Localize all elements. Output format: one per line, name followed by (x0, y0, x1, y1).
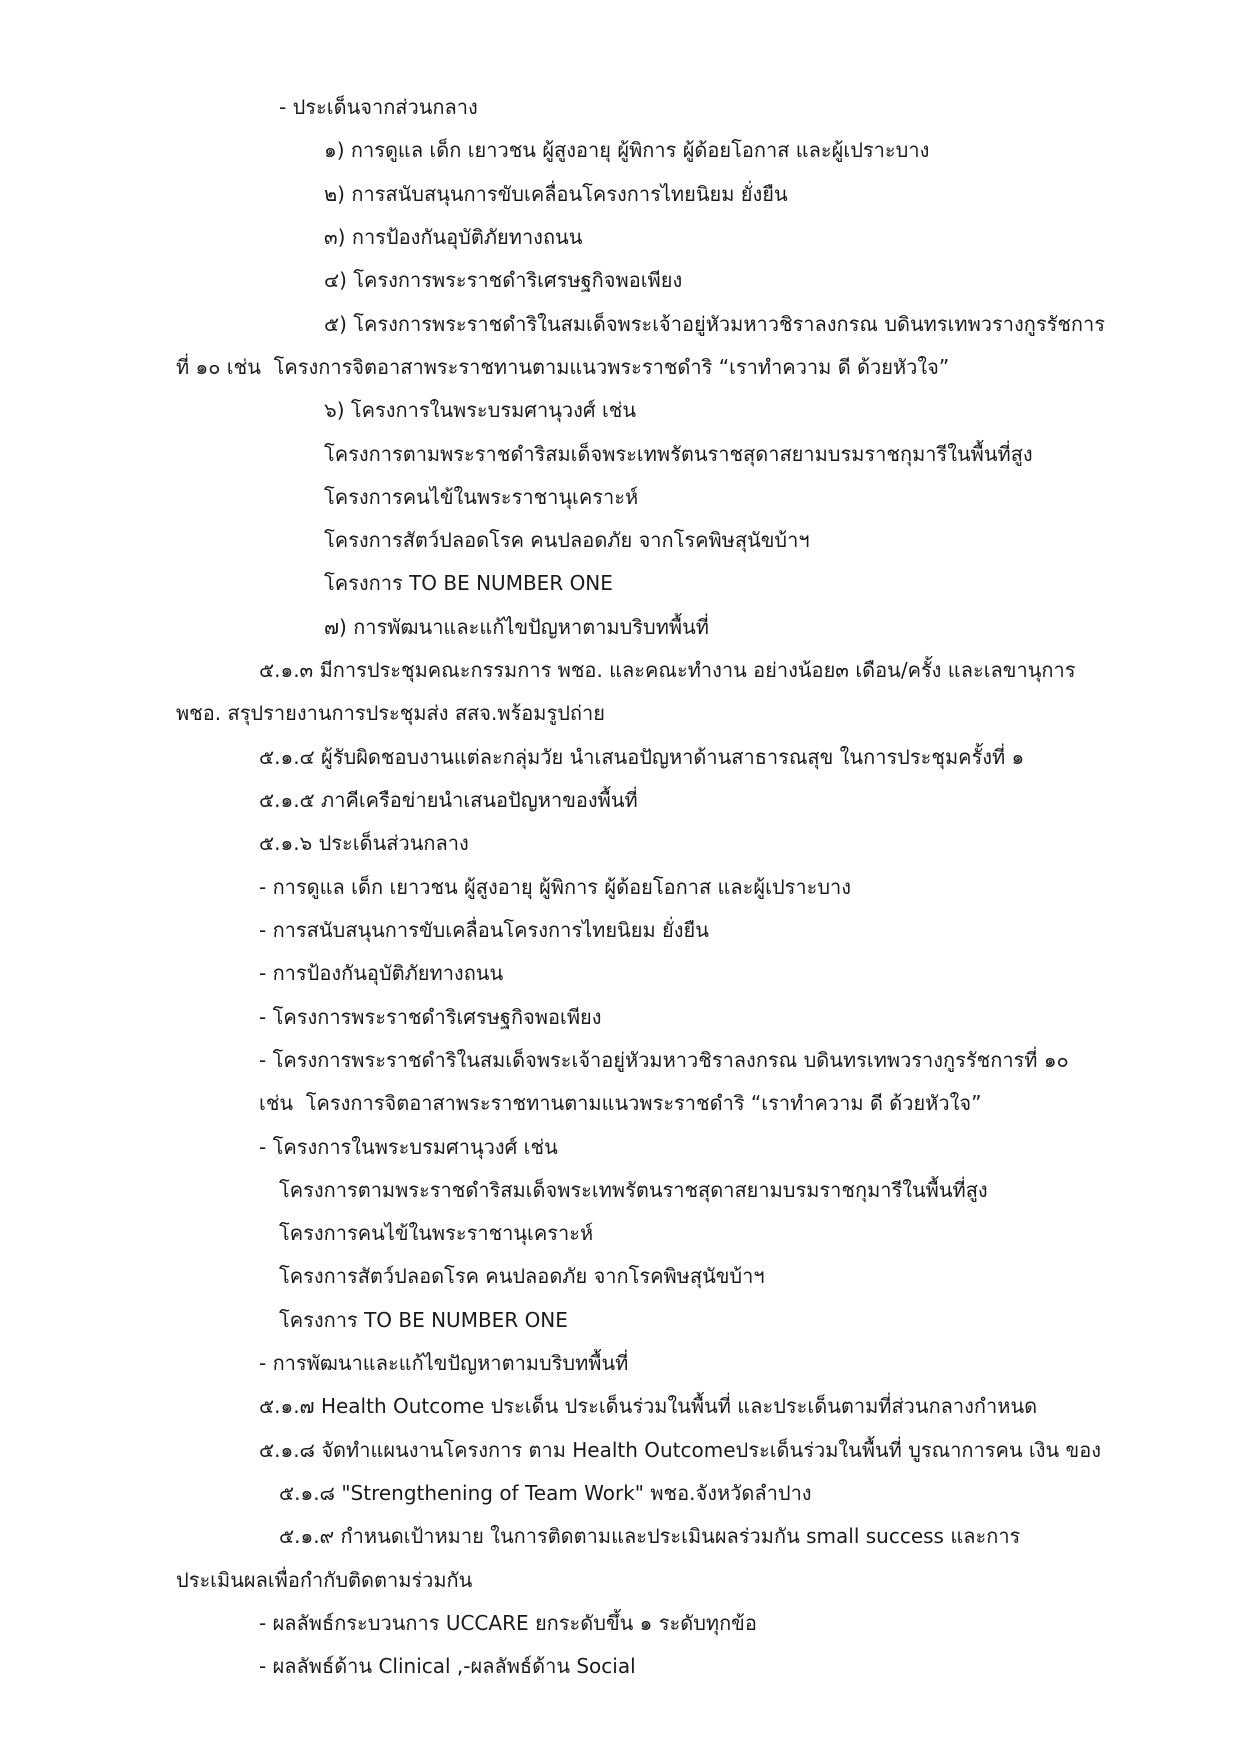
clause-5-1-6-bullet-2: - การสนับสนุนการขับเคลื่อนโครงการไทยนิยม ยั่งยืน (259, 917, 709, 942)
clause-5-1-8-strengthening: ๕.๑.๘ "Strengthening of Team Work" พชอ.จังหวัดลำปาง (279, 1481, 812, 1505)
clause-5-1-5: ๕.๑.๕ ภาคีเครือข่ายนำเสนอปัญหาของพื้นที่ (259, 788, 638, 812)
royal-project-patients: โครงการคนไข้ในพระราชานุเคราะห์ (324, 484, 639, 509)
royal-project-highland: โครงการตามพระราชดำริสมเด็จพระเทพรัตนราชสุดาสยามบรมราชกุมารีในพื้นที่สูง (324, 441, 1033, 466)
clause-5-1-6: ๕.๑.๖ ประเด็นส่วนกลาง (259, 831, 469, 856)
clause-5-1-7: ๕.๑.๗ Health Outcome ประเด็น ประเด็นร่วมในพื้นที่ และประเด็นตามที่ส่วนกลางกำหนด (259, 1394, 1038, 1419)
central-issues-heading: - ประเด็นจากส่วนกลาง (279, 95, 478, 119)
outcome-uccare: - ผลลัพธ์กระบวนการ UCCARE ยกระดับขึ้น ๑ ระดับทุกข้อ (259, 1610, 757, 1635)
clause-5-1-8: ๕.๑.๘ จัดทำแผนงานโครงการ ตาม Health Outcomeประเด็นร่วมในพื้นที่ บูรณาการคน เงิน ของ (259, 1437, 1102, 1462)
central-issue-item-4: ๔) โครงการพระราชดำริเศรษฐกิจพอเพียง (324, 268, 683, 293)
royal-project-to-be-number-one: โครงการ TO BE NUMBER ONE (324, 571, 613, 596)
clause-royal-project-rabies: โครงการสัตว์ปลอดโรค คนปลอดภัย จากโรคพิษสุนัขบ้าฯ (279, 1264, 765, 1289)
clause-5-1-6-bullet-6: - โครงการในพระบรมศานุวงศ์ เช่น (259, 1134, 558, 1159)
central-issue-item-2: ๒) การสนับสนุนการขับเคลื่อนโครงการไทยนิยม ยั่งยืน (324, 181, 788, 206)
outcome-clinical-social: - ผลลัพธ์ด้าน Clinical ,-ผลลัพธ์ด้าน Social (259, 1654, 636, 1679)
royal-project-rabies: โครงการสัตว์ปลอดโรค คนปลอดภัย จากโรคพิษสุนัขบ้าฯ (324, 528, 810, 553)
clause-5-1-6-bullet-3: - การป้องกันอุบัติภัยทางถนน (259, 961, 504, 986)
clause-5-1-4: ๕.๑.๔ ผู้รับผิดชอบงานแต่ละกลุ่มวัย นำเสนอปัญหาด้านสาธารณสุข ในการประชุมครั้งที่ ๑ (259, 744, 1025, 769)
central-issue-item-5-continued: ที่ ๑๐ เช่น โครงการจิตอาสาพระราชทานตามแนวพระราชดำริ “เราทำความ ดี ด้วยหัวใจ” (176, 354, 950, 379)
central-issue-item-6: ๖) โครงการในพระบรมศานุวงศ์ เช่น (324, 398, 637, 423)
clause-royal-project-patients: โครงการคนไข้ในพระราชานุเคราะห์ (279, 1221, 594, 1246)
clause-5-1-6-bullet-7: - การพัฒนาและแก้ไขปัญหาตามบริบทพื้นที่ (259, 1351, 629, 1376)
clause-5-1-9-continued: ประเมินผลเพื่อกำกับติดตามร่วมกัน (176, 1567, 473, 1592)
central-issue-item-7: ๗) การพัฒนาและแก้ไขปัญหาตามบริบทพื้นที่ (324, 614, 709, 639)
central-issue-item-3: ๓) การป้องกันอุบัติภัยทางถนน (324, 224, 583, 249)
clause-5-1-3: ๕.๑.๓ มีการประชุมคณะกรรมการ พชอ. และคณะทำงาน อย่างน้อย๓ เดือน/ครั้ง และเลขานุการ (259, 658, 1076, 683)
clause-5-1-6-bullet-5-continued: เช่น โครงการจิตอาสาพระราชทานตามแนวพระราชดำริ “เราทำความ ดี ด้วยหัวใจ” (259, 1091, 982, 1116)
clause-royal-project-highland: โครงการตามพระราชดำริสมเด็จพระเทพรัตนราชสุดาสยามบรมราชกุมารีในพื้นที่สูง (279, 1177, 988, 1202)
central-issue-item-5: ๕) โครงการพระราชดำริในสมเด็จพระเจ้าอยู่หัวมหาวชิราลงกรณ บดินทรเทพวรางกูรรัชการ (324, 311, 1106, 336)
clause-5-1-6-bullet-4: - โครงการพระราชดำริเศรษฐกิจพอเพียง (259, 1004, 602, 1029)
clause-royal-project-to-be-number-one: โครงการ TO BE NUMBER ONE (279, 1307, 568, 1332)
clause-5-1-6-bullet-5: - โครงการพระราชดำริในสมเด็จพระเจ้าอยู่หัวมหาวชิราลงกรณ บดินทรเทพวรางกูรรัชการที่ ๑๐ (259, 1047, 1069, 1072)
clause-5-1-9: ๕.๑.๙ กำหนดเป้าหมาย ในการติดตามและประเมินผลร่วมกัน small success และการ (279, 1524, 1021, 1549)
clause-5-1-3-continued: พชอ. สรุปรายงานการประชุมส่ง สสจ.พร้อมรูปถ่าย (176, 701, 605, 726)
clause-5-1-6-bullet-1: - การดูแล เด็ก เยาวชน ผู้สูงอายุ ผู้พิการ ผู้ด้อยโอกาส และผู้เปราะบาง (259, 874, 852, 899)
central-issue-item-1: ๑) การดูแล เด็ก เยาวชน ผู้สูงอายุ ผู้พิการ ผู้ด้อยโอกาส และผู้เปราะบาง (324, 138, 930, 163)
